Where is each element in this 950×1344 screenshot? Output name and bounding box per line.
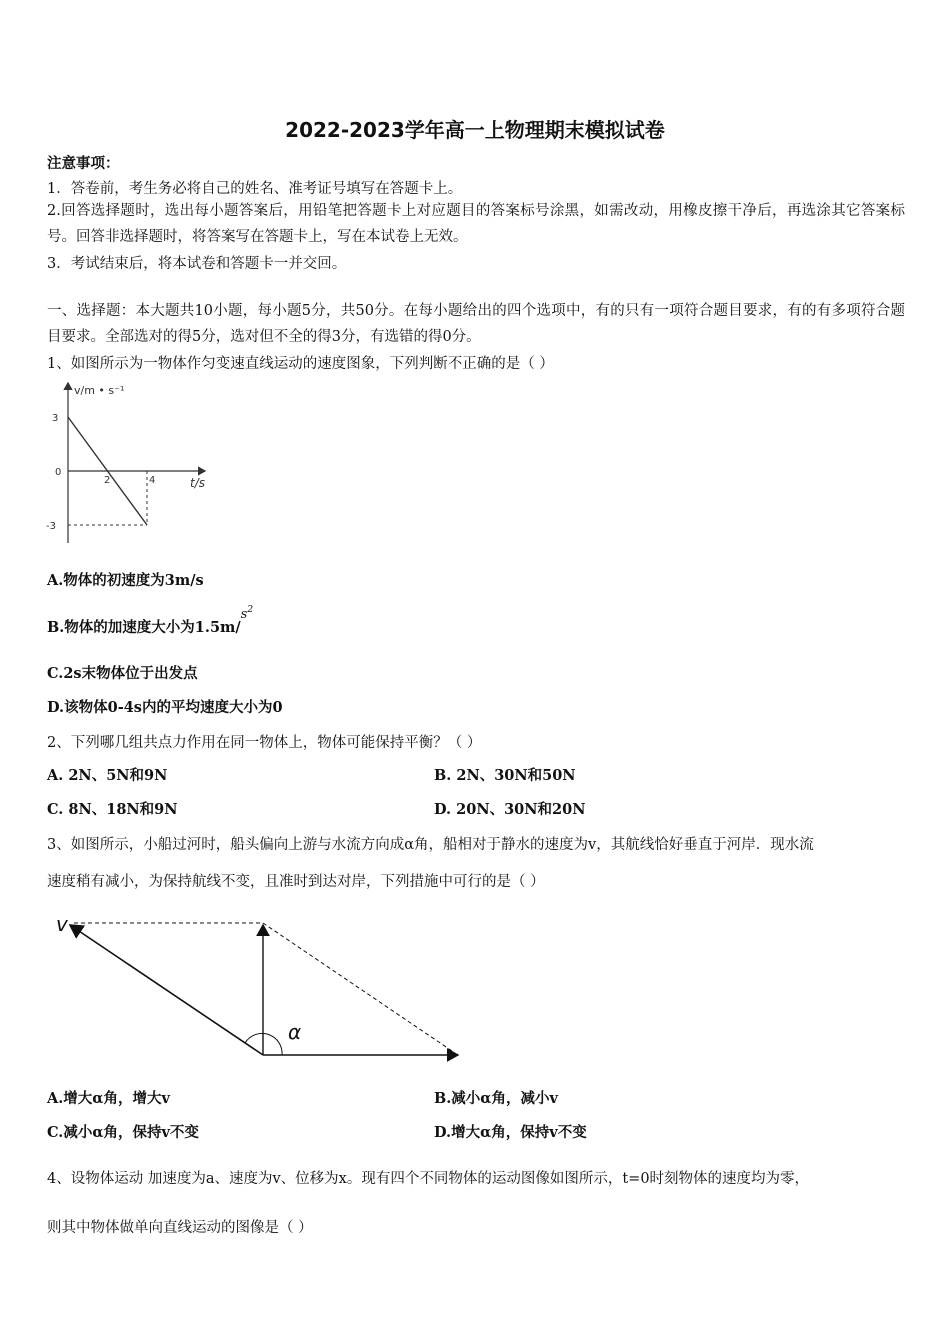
exam-title: 2022-2023学年高一上物理期末模拟试卷 — [285, 118, 665, 142]
q1-ylabel: v/m • s⁻¹ — [74, 384, 125, 397]
q1-option-b-exponent: 2 — [247, 605, 254, 615]
section-instructions: 一、选择题：本大题共10小题，每小题5分，共50分。在每小题给出的四个选项中，有的只有一项符合题目要求，有的有多项符合题目要求。全部选对的得5分，选对但不全的得3分，有选错的得0分。 — [47, 303, 905, 345]
q1-xlabel: t/s — [190, 476, 205, 490]
q3-boat-diagram — [40, 905, 480, 1070]
notice-item-2: 2.回答选择题时，选出每小题答案后，用铅笔把答题卡上对应题目的答案标号涂黑，如需改动，用橡皮擦干净后，再选涂其它答案标号。回答非选择题时，将答案写在答题卡上，写在本试卷上无效。 — [47, 203, 905, 245]
notice-item-3: 3．考试结束后，将本试卷和答题卡一并交回。 — [47, 256, 347, 272]
q1-vt-graph — [40, 375, 230, 550]
q3-label-v: v — [56, 912, 68, 936]
q4-stem-line1: 4、设物体运动 加速度为a、速度为v、位移为x。现有四个不同物体的运动图像如图所示，t=0时刻物体的速度均为零， — [47, 1171, 810, 1187]
q1-option-c: C.2s末物体位于出发点 — [47, 665, 198, 682]
q1-option-b-text: B.物体的加速度大小为1.5m/ — [47, 619, 241, 636]
q2-option-b: B. 2N、30N和50N — [434, 767, 576, 784]
q1-option-d: D.该物体0-4s内的平均速度大小为0 — [47, 699, 283, 716]
q1-xtick-4: 4 — [149, 475, 156, 486]
q1-ytick-3: 3 — [52, 413, 59, 424]
q1-stem: 1、如图所示为一物体作匀变速直线运动的速度图象，下列判断不正确的是（ ） — [47, 356, 554, 372]
q2-option-c: C. 8N、18N和9N — [47, 801, 178, 818]
q1-option-b-unit — [241, 607, 253, 622]
q1-origin-label: 0 — [55, 467, 62, 478]
q2-option-d: D. 20N、30N和20N — [434, 801, 586, 818]
q1-option-a: A.物体的初速度为3m/s — [47, 572, 204, 589]
q1-option-b-unit-s: s — [240, 607, 248, 622]
notice-heading: 注意事项： — [47, 155, 120, 172]
q3-option-a: A.增大α角，增大v — [47, 1090, 170, 1107]
q4-stem-line2: 则其中物体做单向直线运动的图像是（ ） — [47, 1220, 313, 1236]
q1-ytick-neg3: -3 — [46, 521, 56, 532]
q1-option-b — [47, 605, 254, 637]
q3-stem-line2: 速度稍有减小，为保持航线不变，且准时到达对岸，下列措施中可行的是（ ） — [47, 874, 545, 890]
notice-item-1: 1．答卷前，考生务必将自己的姓名、准考证号填写在答题卡上。 — [47, 181, 463, 197]
q2-option-a: A. 2N、5N和9N — [47, 767, 168, 784]
q3-option-b: B.减小α角，减小v — [434, 1090, 558, 1107]
q1-xtick-2: 2 — [104, 475, 111, 486]
q3-option-d: D.增大α角，保持v不变 — [434, 1124, 587, 1141]
q3-stem-line1: 3、如图所示，小船过河时，船头偏向上游与水流方向成α角，船相对于静水的速度为v，其航线恰好垂直于河岸．现水流 — [47, 837, 814, 853]
q3-label-alpha: α — [288, 1020, 302, 1044]
q3-option-c: C.减小α角，保持v不变 — [47, 1124, 199, 1141]
q2-stem: 2、下列哪几组共点力作用在同一物体上，物体可能保持平衡？（ ） — [47, 735, 482, 751]
q3-boat-velocity-arrow — [70, 925, 263, 1055]
